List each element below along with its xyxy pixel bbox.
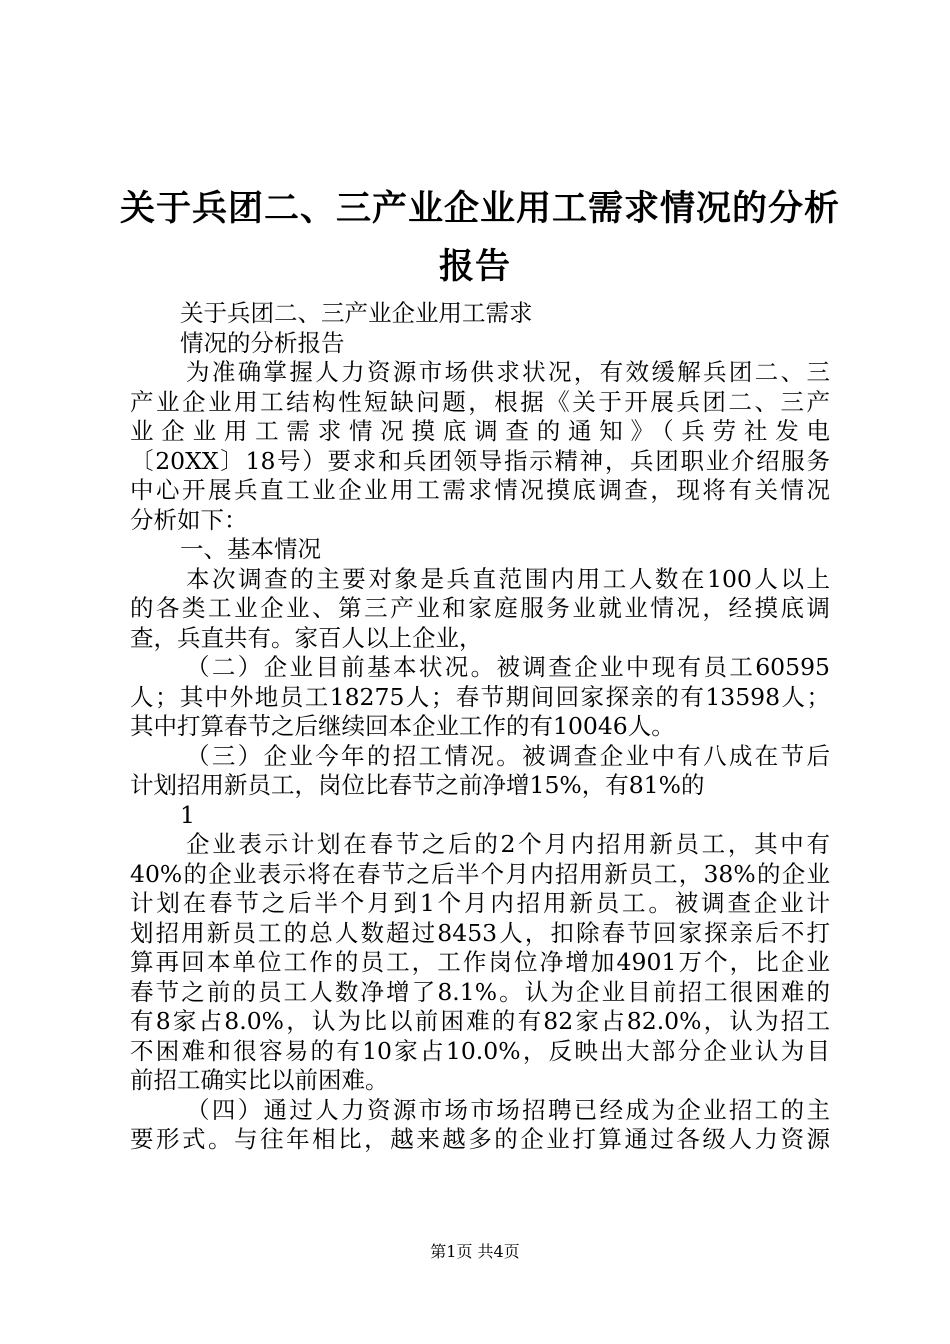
body-line: 算再回本单位工作的员工，工作岗位净增加4901万个，比企业 (130, 948, 830, 976)
body-line: 情况的分析报告 (180, 328, 345, 357)
body-line: 企业表示计划在春节之后的2个月内招用新员工，其中有 (186, 830, 830, 858)
body-line: 分析如下： (130, 505, 248, 534)
body-line: 要形式。与往年相比，越来越多的企业打算通过各级人力资源 (130, 1125, 830, 1153)
body-line: 其中打算春节之后继续回本企业工作的有10046人。 (130, 712, 675, 740)
document-body (130, 299, 830, 1155)
document-title-line-2: 报告 (438, 247, 511, 287)
body-line: 40%的企业表示将在春节之后半个月内招用新员工，38%的企业 (130, 859, 830, 888)
body-line: 计划在春节之后半个月到1个月内招用新员工。被调查企业计 (130, 889, 830, 917)
body-line: 前招工确实比以前困难。 (130, 1066, 389, 1094)
body-line: 人；其中外地员工18275人；春节期间回家探亲的有13598人； (130, 682, 830, 711)
body-line: 产业企业用工结构性短缺问题，根据《关于开展兵团二、三产 (130, 387, 830, 416)
body-line: 中心开展兵直工业企业用工需求情况摸底调查，现将有关情况 (130, 476, 830, 504)
body-line: 〔20XX〕18号）要求和兵团领导指示精神，兵团职业介绍服务 (130, 446, 830, 475)
body-line: （二）企业目前基本状况。被调查企业中现有员工60595 (186, 653, 830, 681)
body-line: 查，兵直共有。家百人以上企业， (130, 623, 483, 652)
section-heading: 一、基本情况 (180, 535, 321, 563)
document-title-line-1: 关于兵团二、三产业企业用工需求情况的分析 (120, 189, 841, 229)
body-line: 不困难和很容易的有10家占10.0%，反映出大部分企业认为目 (130, 1036, 830, 1065)
body-line: 本次调查的主要对象是兵直范围内用工人数在100人以上 (186, 564, 830, 593)
inline-page-number: 1 (180, 800, 195, 829)
body-line: 业企业用工需求情况摸底调查的通知》（兵劳社发电 (130, 417, 830, 445)
body-line: （四）通过人力资源市场市场招聘已经成为企业招工的主 (186, 1095, 830, 1124)
body-line: （三）企业今年的招工情况。被调查企业中有八成在节后 (186, 741, 830, 770)
body-line: 为准确掌握人力资源市场供求状况，有效缓解兵团二、三 (186, 358, 830, 386)
body-line: 的各类工业企业、第三产业和家庭服务业就业情况，经摸底调 (130, 594, 830, 622)
body-line: 春节之前的员工人数净增了8.1%。认为企业目前招工很困难的 (130, 977, 830, 1006)
body-line: 关于兵团二、三产业企业用工需求 (180, 299, 533, 327)
body-line: 有8家占8.0%，认为比以前困难的有82家占82.0%，认为招工 (130, 1007, 830, 1035)
page-footer: 第1页 共4页 (430, 1242, 520, 1261)
body-line: 划招用新员工的总人数超过8453人，扣除春节回家探亲后不打 (130, 918, 830, 947)
body-line: 计划招用新员工，岗位比春节之前净增15%，有81%的 (130, 771, 705, 799)
